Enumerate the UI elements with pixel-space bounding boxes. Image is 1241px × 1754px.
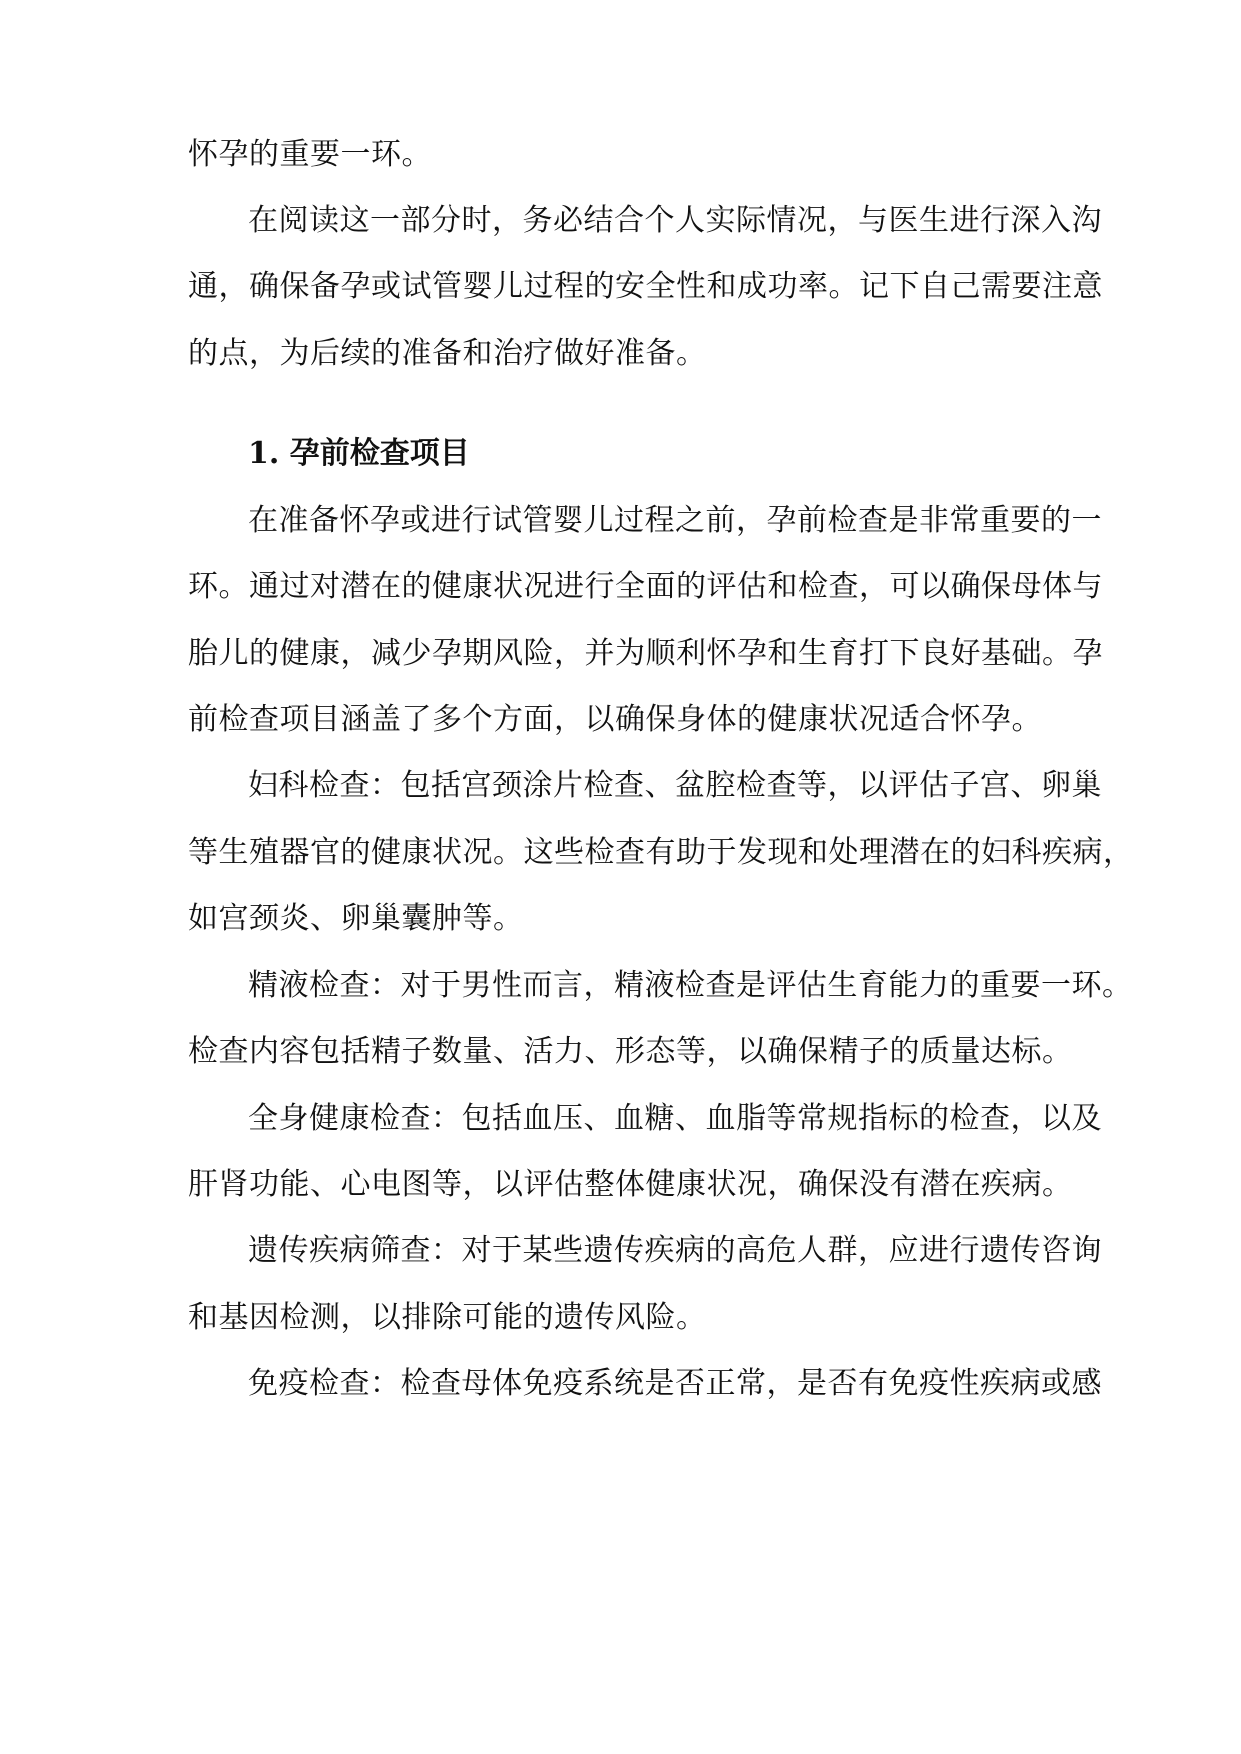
paragraph-line: 在准备怀孕或进行试管婴儿过程之前，孕前检查是非常重要的一	[248, 503, 1102, 538]
paragraph-line: 在阅读这一部分时，务必结合个人实际情况，与医生进行深入沟	[248, 203, 1102, 238]
paragraph-line: 通，确保备孕或试管婴儿过程的安全性和成功率。记下自己需要注意	[188, 269, 1103, 304]
paragraph-line: 妇科检查：包括宫颈涂片检查、盆腔检查等，以评估子宫、卵巢	[248, 768, 1102, 803]
paragraph-line: 环。通过对潜在的健康状况进行全面的评估和检查，可以确保母体与	[188, 569, 1103, 604]
paragraph-line: 如宫颈炎、卵巢囊肿等。	[188, 901, 524, 936]
paragraph-line: 免疫检查：检查母体免疫系统是否正常，是否有免疫性疾病或感	[248, 1366, 1102, 1401]
paragraph-line: 胎儿的健康，减少孕期风险，并为顺利怀孕和生育打下良好基础。孕	[188, 636, 1103, 671]
paragraph-line: 遗传疾病筛查：对于某些遗传疾病的高危人群，应进行遗传咨询	[248, 1233, 1102, 1268]
section-heading: 1. 孕前检查项目	[248, 436, 470, 471]
paragraph-line: 前检查项目涵盖了多个方面，以确保身体的健康状况适合怀孕。	[188, 702, 1042, 737]
paragraph-line: 怀孕的重要一环。	[188, 137, 432, 172]
paragraph-line: 的点，为后续的准备和治疗做好准备。	[188, 336, 707, 371]
paragraph-line: 精液检查：对于男性而言，精液检查是评估生育能力的重要一环。	[248, 968, 1133, 1003]
paragraph-line: 全身健康检查：包括血压、血糖、血脂等常规指标的检查，以及	[248, 1101, 1102, 1136]
paragraph-line: 检查内容包括精子数量、活力、形态等，以确保精子的质量达标。	[188, 1034, 1073, 1069]
paragraph-line: 肝肾功能、心电图等，以评估整体健康状况，确保没有潜在疾病。	[188, 1167, 1073, 1202]
paragraph-line: 等生殖器官的健康状况。这些检查有助于发现和处理潜在的妇科疾病，	[188, 835, 1134, 870]
paragraph-line: 和基因检测，以排除可能的遗传风险。	[188, 1300, 707, 1335]
